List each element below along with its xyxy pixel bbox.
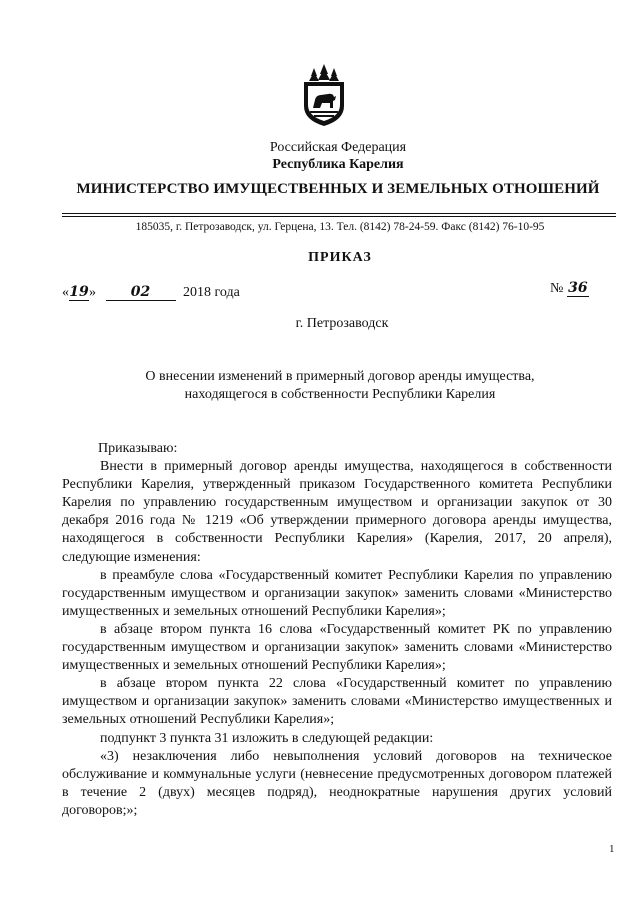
number-prefix: № [550, 281, 564, 296]
header-rule-top [62, 213, 616, 214]
document-type: ПРИКАЗ [308, 250, 372, 265]
subject-line-1: О внесении изменений в примерный договор аренды имущества, [145, 369, 535, 384]
date-month: 02 [106, 284, 176, 301]
subject-line-2: находящегося в собственности Республики Карелия [184, 387, 496, 402]
document-date [62, 284, 262, 301]
document-city: г. Петрозаводск [295, 316, 389, 331]
document-body [62, 440, 612, 820]
coat-of-arms-icon [300, 62, 348, 128]
date-day: 19 [69, 284, 89, 300]
country-name: Российская Федерация [269, 140, 407, 155]
body-paragraph-item16: в абзаце втором пункта 16 слова «Государственный комитет РК по управлению государственным имуществом и организации закупок» заменить словами «Министерство имущественных и земельных отношений Республики Карелия»; [62, 621, 612, 674]
date-year: 2018 года [183, 285, 240, 300]
body-paragraph-order: Приказываю: [98, 441, 178, 456]
body-paragraph-preamble: в преамбуле слова «Государственный комитет Республики Карелия по управлению государственным имуществом и организации закупок» заменить словами «Министерство имущественных и земельных отношений Республики Карелия»; [62, 567, 612, 619]
document-subject [100, 368, 580, 404]
date-open-quote: « [62, 285, 69, 300]
number-value: 36 [568, 280, 588, 296]
body-paragraph-item31-text: «3) незаключения либо невыполнения условий договоров на техническое обслуживание и коммунальные услуги (невнесение предусмотренных договором платежей в течение 2 (двух) месяцев подряд), неоднократные нарушения других условий договоров;»; [62, 748, 612, 818]
republic-name: Республика Карелия [272, 157, 404, 172]
ministry-name: МИНИСТЕРСТВО ИМУЩЕСТВЕННЫХ И ЗЕМЕЛЬНЫХ ОТНОШЕНИЙ [76, 181, 600, 197]
page-number: 1 [609, 843, 615, 855]
date-close-quote: » [89, 285, 96, 300]
body-paragraph-main: Внести в примерный договор аренды имущества, находящегося в собственности Республики Карелия, утвержденный приказом Государственного комитета Республики Карелия по управлению государственным имуществом и организации закупок от 30 декабря 2016 года № 1219 «Об утверждении примерного договора аренды имущества, находящегося в собственности Республики Карелия» (Карелия, 2017, 20 апреля), следующие изменения: [62, 459, 612, 565]
body-paragraph-item22: в абзаце втором пункта 22 слова «Государственный комитет по управлению имуществом и организации закупок» заменить словами «Министерство имущественных и земельных отношений Республики Карелия»; [62, 676, 612, 728]
body-paragraph-item31: подпункт 3 пункта 31 изложить в следующей редакции: [100, 730, 434, 746]
header-rule-bottom [62, 216, 616, 217]
ministry-address: 185035, г. Петрозаводск, ул. Герцена, 13. Тел. (8142) 78-24-59. Факс (8142) 76-10-95 [135, 221, 545, 233]
document-number [550, 280, 589, 297]
